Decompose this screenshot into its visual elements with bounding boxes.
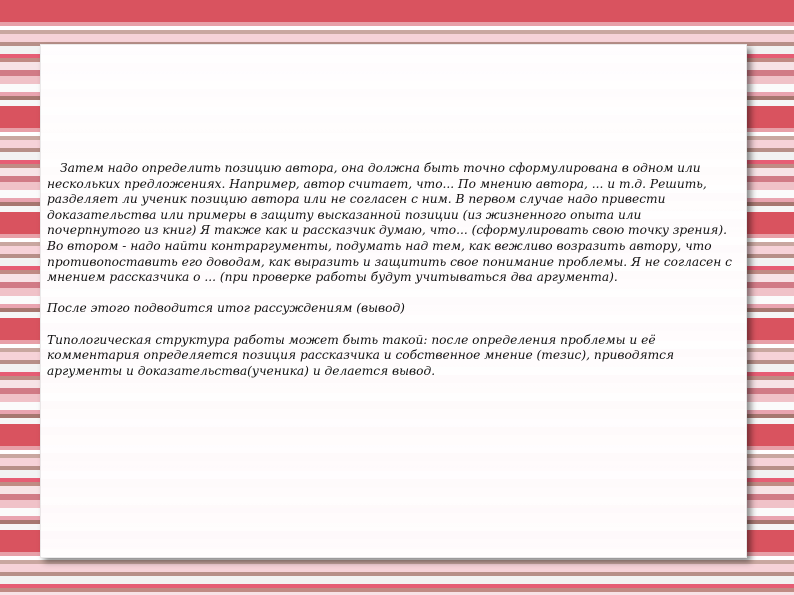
- paragraph-conclusion: После этого подводится итог рассуждениям (вывод): [47, 301, 405, 316]
- slide-text: [47, 161, 737, 379]
- paragraph-structure: Типологическая структура работы может быть такой: после определения проблемы и её комментария определяется позиция рассказчика и собственное мнение (тезис), приводятся аргументы и доказательства(ученика) и делается вывод.: [47, 332, 675, 378]
- paragraph-author-position: [47, 161, 737, 286]
- slide-card: [40, 44, 747, 558]
- paragraph-author-position-text: Затем надо определить позицию автора, она должна быть точно сформулирована в одном или нескольких предложениях. Например, автор считает, что... По мнению автора, ... и т.д. Решить, разделяет ли ученик позицию автора или не согласен с ним. В первом случае надо привести доказательства или примеры в защиту высказанной позиции (из жизненного опыта или почерпнутого из книг) Я также как и рассказчик думаю, что... (сформулировать свою точку зрения). Во втором - надо найти контраргументы, подумать над тем, как вежливо возразить автору, что противопоставить его доводам, как выразить и защитить свое понимание проблемы. Я не согласен с мнением рассказчика о ... (при проверке работы будут учитываться два аргумента).: [47, 161, 732, 285]
- paragraph-spacer: [47, 286, 737, 302]
- paragraph-spacer: [47, 317, 737, 333]
